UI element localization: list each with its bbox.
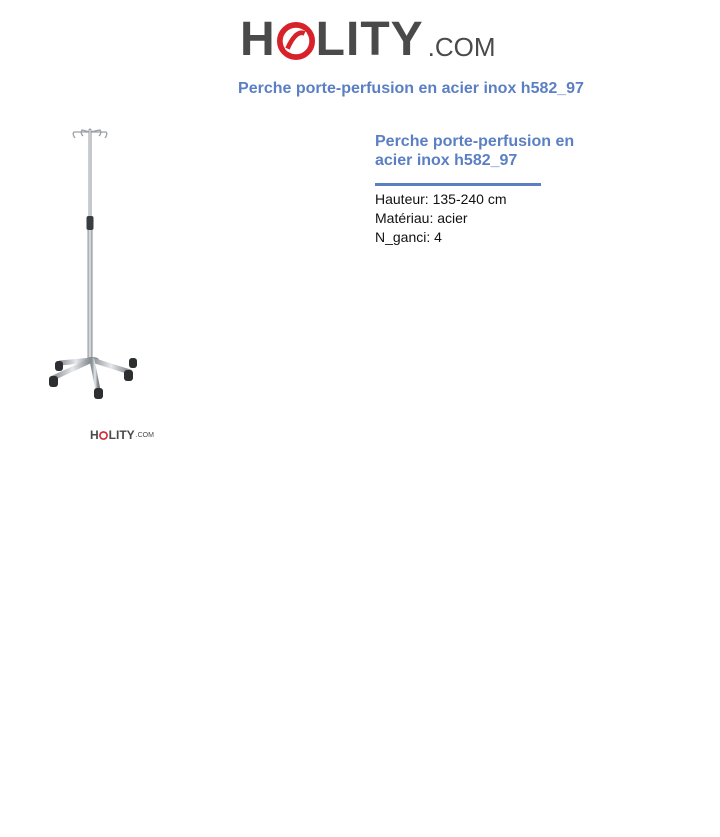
logo-letter-h: H — [240, 13, 276, 66]
brand-logo[interactable] — [240, 12, 496, 64]
watermark-letters-lity: LITY — [108, 428, 135, 442]
product-title: Perche porte-perfusion en acier inox h582_97 — [375, 133, 575, 169]
title-divider — [375, 183, 541, 186]
logo-letters-lity: LITY — [315, 13, 424, 66]
page-title: Perche porte-perfusion en acier inox h582_97 — [238, 80, 584, 97]
logo-suffix: .COM — [427, 32, 496, 62]
spec-material: Matériau: acier — [375, 210, 468, 226]
spec-height: Hauteur: 135-240 cm — [375, 191, 507, 207]
logo-o-icon — [277, 22, 315, 60]
product-info — [375, 132, 595, 247]
product-image-watermark-logo — [90, 428, 154, 442]
watermark-suffix: .COM — [135, 431, 154, 439]
watermark-o-icon — [99, 431, 108, 440]
watermark-letter-h: H — [90, 428, 99, 442]
spec-hooks: N_ganci: 4 — [375, 229, 442, 245]
iv-pole-stand-icon — [40, 120, 160, 410]
